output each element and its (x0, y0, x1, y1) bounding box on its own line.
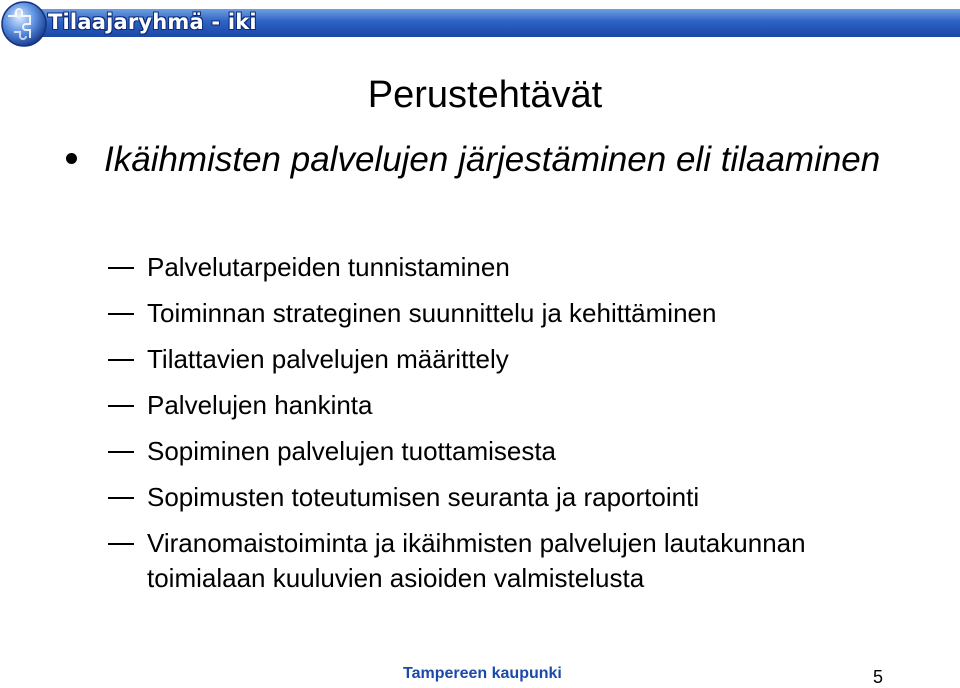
main-bullet: Ikäihmisten palvelujen järjestäminen eli tilaaminen (104, 140, 881, 179)
sub-item-text: Palvelutarpeiden tunnistaminen (147, 252, 510, 282)
dash (108, 313, 134, 315)
slide-title: Perustehtävät (367, 74, 603, 116)
dash (108, 359, 134, 361)
footer-organization: Tampereen kaupunki (403, 665, 562, 682)
dash (108, 497, 134, 499)
header-title: Tilaajaryhmä - iki (48, 10, 257, 34)
sub-item-text: Toiminnan strateginen suunnittelu ja kehittäminen (147, 298, 717, 328)
bullet-dot (66, 153, 77, 164)
puzzle-globe-icon (0, 0, 50, 50)
sub-item-text: Sopiminen palvelujen tuottamisesta (147, 436, 557, 466)
dash (108, 405, 134, 407)
sub-item-text: Palvelujen hankinta (147, 390, 373, 420)
sub-item-text: Sopimusten toteutumisen seuranta ja raportointi (147, 482, 700, 512)
dash (108, 267, 134, 269)
dash (108, 543, 134, 545)
sub-item-text: Tilattavien palvelujen määrittely (147, 344, 509, 374)
page-number: 5 (873, 667, 884, 687)
sub-item-text: Viranomaistoiminta ja ikäihmisten palvelujen lautakunnan toimialaan kuuluvien asioiden valmistelusta (147, 528, 806, 593)
dash (108, 451, 134, 453)
